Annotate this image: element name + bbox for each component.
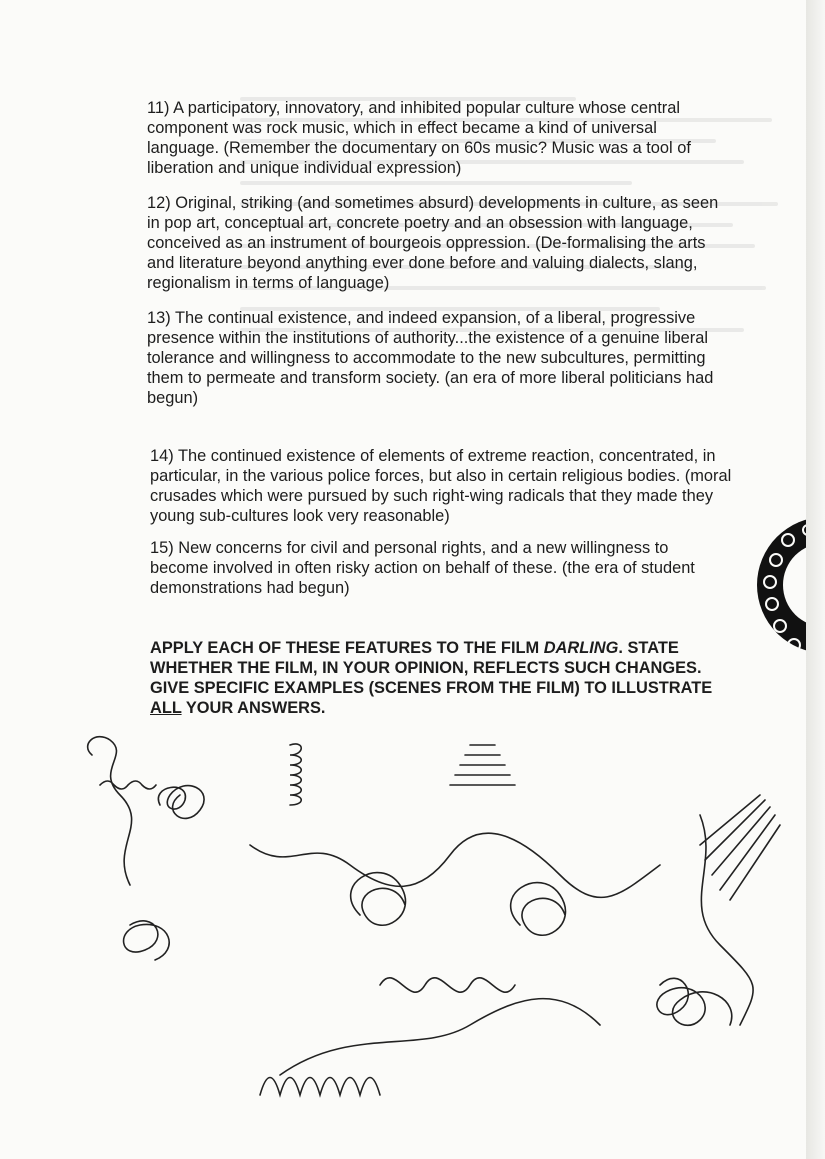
feature-item-13: 13) The continual existence, and indeed expansion, of a liberal, progressive presence within the institutions of authority...the existence of a genuine liberal tolerance and willingness to accommodate to the new subcultures, permitting them to permeate and transform society. (an era of more liberal politicians had begun) (147, 309, 714, 407)
doodle-vertical-coil (290, 744, 301, 805)
doodle-stacked-cone (450, 745, 515, 785)
doodle-loops-a (158, 786, 204, 819)
doodle-right-loops (657, 978, 732, 1025)
instructions-emphasis: ALL (150, 699, 182, 717)
instructions-part3: YOUR ANSWERS. (181, 699, 326, 717)
doodle-left-stem (88, 737, 132, 885)
doodle-long-line (280, 999, 600, 1075)
film-title: DARLING (543, 639, 619, 657)
doodle-left-coil (100, 781, 156, 789)
pen-doodle-drawing (0, 725, 812, 1159)
assignment-instructions (150, 638, 740, 718)
feature-item-11: 11) A participatory, innovatory, and inhibited popular culture whose central component was rock music, which in effect became a kind of universal language. (Remember the documentary on 60s music? Music was a tool of liberation and unique individual expression) (147, 99, 691, 177)
feature-item-15: 15) New concerns for civil and personal rights, and a new willingness to become involved in often risky action on behalf of these. (the era of student demonstrations had begun) (150, 539, 695, 597)
doodle-swirl-b (511, 883, 566, 936)
feature-item-12: 12) Original, striking (and sometimes absurd) developments in culture, as seen in pop art, conceptual art, concrete poetry and an obsession with language, conceived as an instrument of bourgeois oppression. (De-formalising the arts and literature beyond anything ever done before and valuing dialects, slang, regionalism in terms of language) (147, 194, 719, 292)
doodle-central-wave (250, 833, 660, 897)
instructions-part1: APPLY EACH OF THESE FEATURES TO THE FILM (150, 639, 544, 657)
feature-item-14: 14) The continued existence of elements of extreme reaction, concentrated, in particular, in the various police forces, but also in certain religious bodies. (moral crusades which were pursued by such right-wing radicals that they made they young sub-cultures look very reasonable) (150, 447, 732, 525)
doodle-left-loops (124, 921, 170, 960)
doodle-bottom-coil (260, 1078, 380, 1096)
doodle-right-stem (700, 815, 753, 1025)
instructions-part2: . STATE WHETHER THE FILM, IN YOUR OPINION, REFLECTS SUCH CHANGES. GIVE SPECIFIC EXAMPLES (SCENES FROM THE FILM) TO ILLUSTRATE (150, 639, 713, 697)
doodle-sunburst (700, 795, 780, 900)
doodle-waves-lower (380, 978, 515, 992)
page-edge (806, 0, 825, 1159)
doodle-swirl-a (351, 873, 406, 926)
